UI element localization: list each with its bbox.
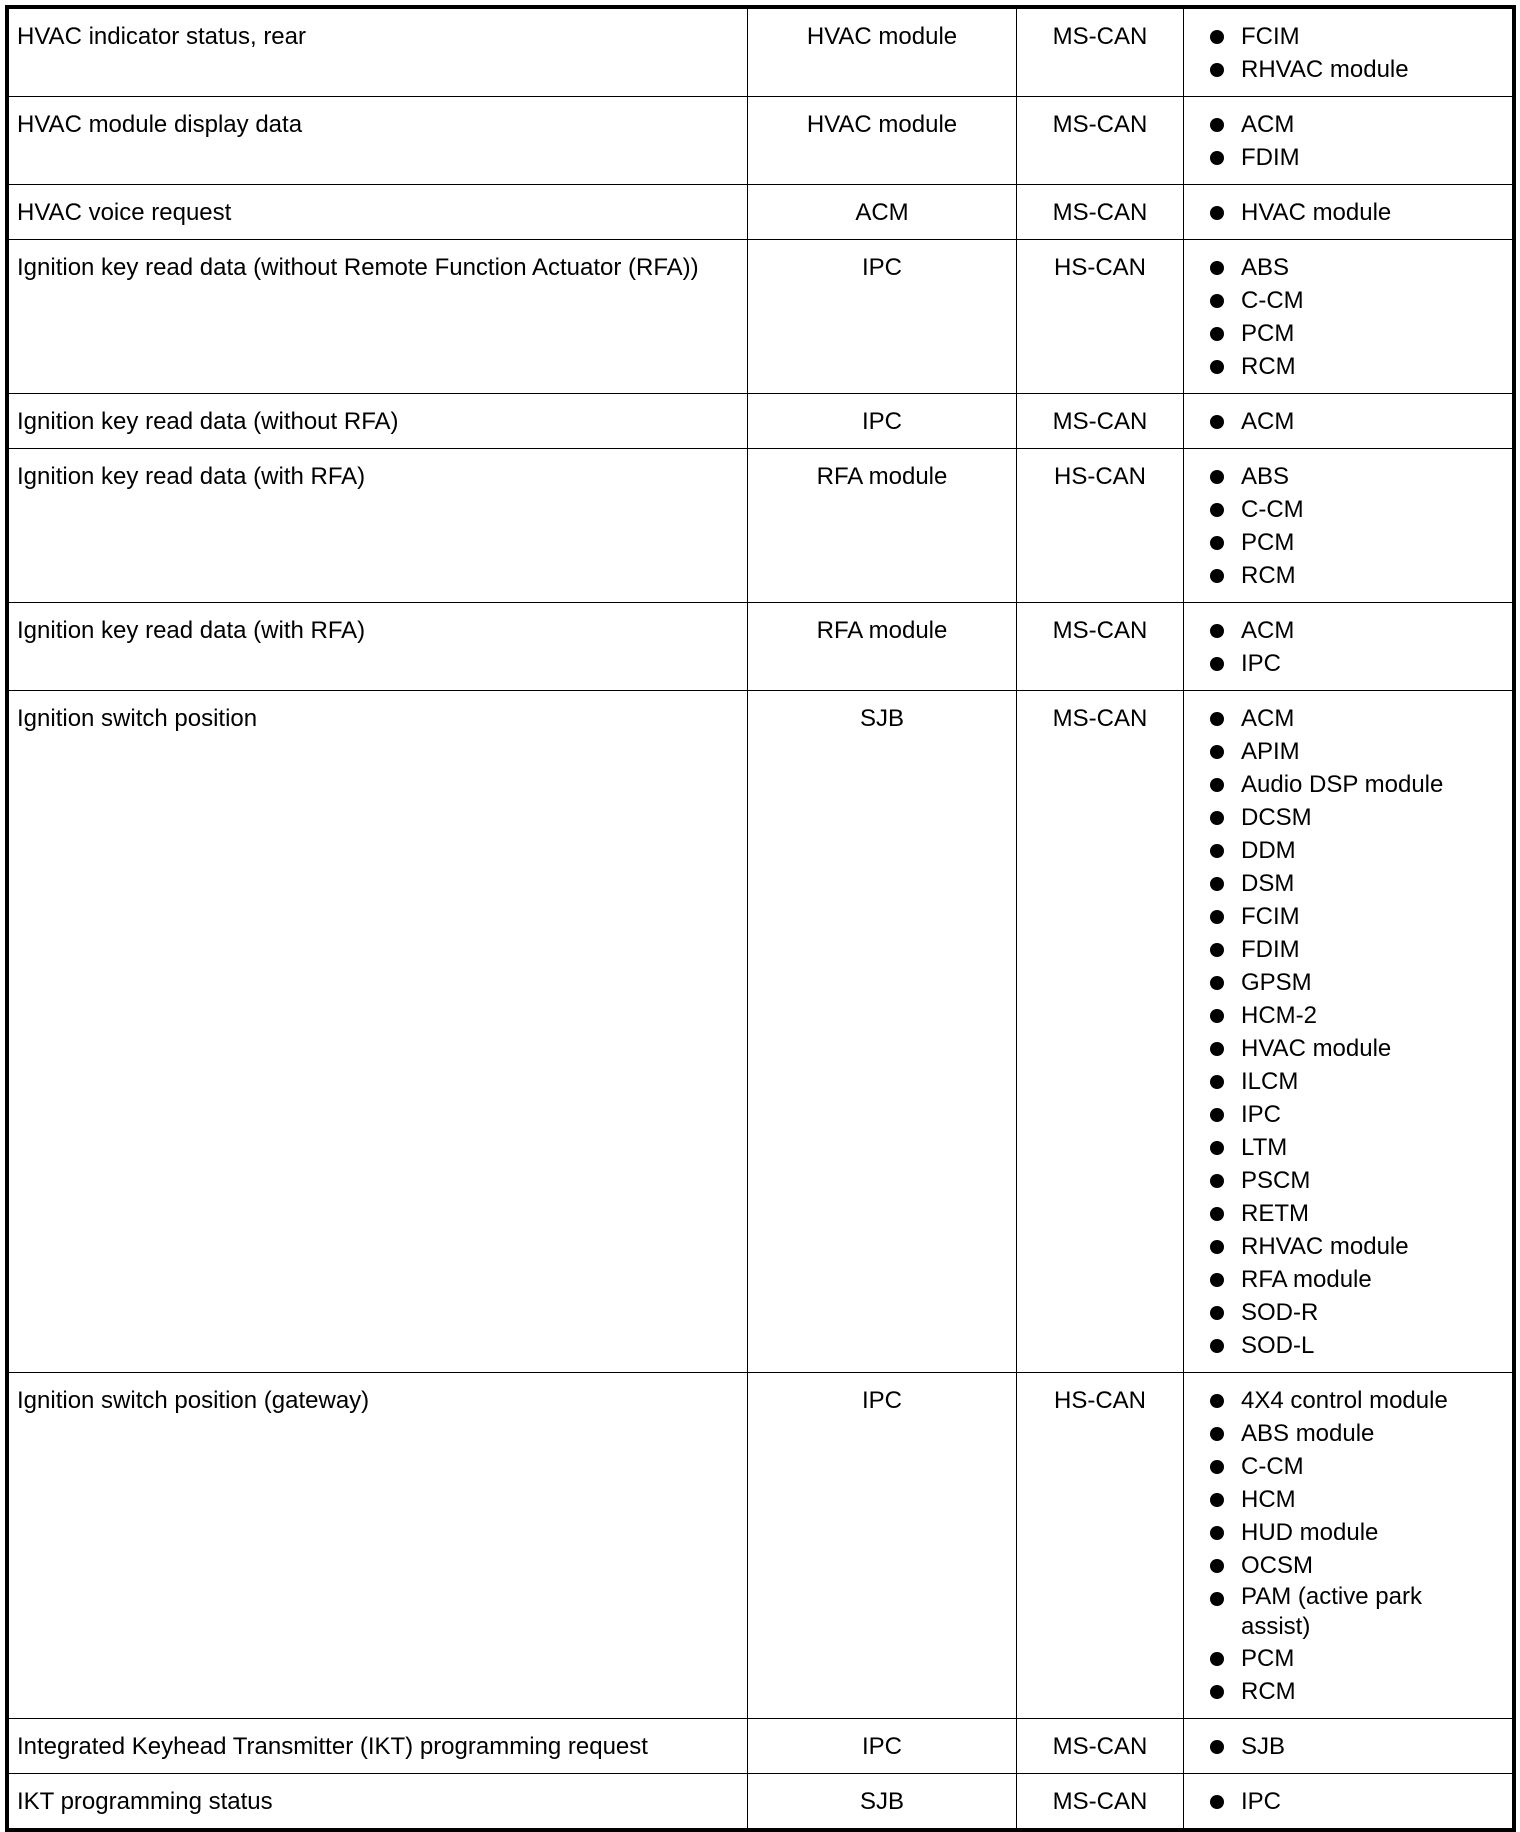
receiver-label: 4X4 control module [1241,1387,1448,1414]
receiver-label: RCM [1241,562,1296,589]
bullet-icon [1210,712,1224,726]
receiver-label: RCM [1241,353,1296,380]
receiver-list [1210,1785,1506,1818]
receiver-list-item [1210,1329,1506,1362]
bullet-icon [1210,415,1224,429]
source-module-cell: HVAC module [748,97,1017,185]
message-cell: Ignition key read data (without RFA) [7,394,748,449]
receiver-label: ILCM [1241,1068,1299,1095]
message-cell: Ignition key read data (with RFA) [7,449,748,603]
bullet-icon [1210,1207,1224,1221]
receiving-modules-cell [1184,1774,1515,1831]
receiver-label: DDM [1241,837,1296,864]
message-cell: IKT programming status [7,1774,748,1831]
network-cell: MS-CAN [1017,1774,1184,1831]
receiver-list-item [1210,614,1506,647]
source-module-cell: IPC [748,1719,1017,1774]
module-communications-table [5,5,1516,1832]
receiver-list-item [1210,1642,1506,1675]
bullet-icon [1210,943,1224,957]
receiver-label: SJB [1241,1733,1286,1760]
receiver-label: RHVAC module [1241,1233,1409,1260]
receiver-label: C-CM [1241,287,1304,314]
bullet-icon [1210,844,1224,858]
receiver-list-item [1210,1549,1506,1582]
bullet-icon [1210,1240,1224,1254]
bullet-icon [1210,778,1224,792]
receiver-label: FCIM [1241,23,1300,50]
table-body [7,7,1514,1830]
receiver-label: PCM [1241,320,1295,347]
bullet-icon [1210,1009,1224,1023]
bullet-icon [1210,261,1224,275]
source-module-cell: RFA module [748,449,1017,603]
receiver-list-item [1210,1516,1506,1549]
receiver-label: HCM [1241,1486,1296,1513]
receiver-label: FDIM [1241,144,1300,171]
receiver-label: PCM [1241,529,1295,556]
receiver-list-item [1210,647,1506,680]
receiver-list-item [1210,1032,1506,1065]
receiver-list-item [1210,1384,1506,1417]
network-cell: HS-CAN [1017,240,1184,394]
receiver-list-item [1210,284,1506,317]
bullet-icon [1210,1042,1224,1056]
receiver-label: Audio DSP module [1241,771,1444,798]
bullet-icon [1210,360,1224,374]
receiver-list-item [1210,1065,1506,1098]
bullet-icon [1210,327,1224,341]
receiver-list-item [1210,350,1506,383]
receiver-label: ABS [1241,254,1290,281]
receiver-label: RHVAC module [1241,56,1409,83]
bullet-icon [1210,976,1224,990]
receiver-list-item [1210,966,1506,999]
receiver-list [1210,405,1506,438]
receiver-label: HVAC module [1241,199,1392,226]
receiver-label: DCSM [1241,804,1312,831]
receiving-modules-cell [1184,449,1515,603]
bullet-icon [1210,536,1224,550]
receiver-list-item [1210,1417,1506,1450]
network-cell: MS-CAN [1017,7,1184,97]
receiving-modules-cell [1184,97,1515,185]
source-module-cell: SJB [748,1774,1017,1831]
receiver-list-item [1210,867,1506,900]
bullet-icon [1210,1141,1224,1155]
receiver-list-item [1210,933,1506,966]
bullet-icon [1210,1075,1224,1089]
network-cell: MS-CAN [1017,185,1184,240]
message-cell: Ignition switch position (gateway) [7,1373,748,1719]
message-cell: Ignition key read data (with RFA) [7,603,748,691]
receiver-label: RETM [1241,1200,1309,1227]
bullet-icon [1210,206,1224,220]
receiver-list-item [1210,526,1506,559]
receiver-label: HUD module [1241,1519,1379,1546]
bullet-icon [1210,624,1224,638]
bullet-icon [1210,910,1224,924]
receiver-list-item [1210,317,1506,350]
table-row [7,97,1514,185]
receiver-list [1210,702,1506,1362]
message-cell: Ignition switch position [7,691,748,1373]
receiver-list-item [1210,900,1506,933]
receiver-label: PAM (active park assist) [1241,1583,1422,1640]
source-module-cell: ACM [748,185,1017,240]
receiving-modules-cell [1184,691,1515,1373]
bullet-icon [1210,118,1224,132]
receiver-label: ACM [1241,617,1295,644]
bullet-icon [1210,151,1224,165]
receiver-label: PSCM [1241,1167,1311,1194]
table-row [7,1719,1514,1774]
source-module-cell: IPC [748,394,1017,449]
source-module-cell: HVAC module [748,7,1017,97]
receiver-list-item [1210,493,1506,526]
receiver-label: DSM [1241,870,1295,897]
network-cell: MS-CAN [1017,603,1184,691]
receiver-list [1210,108,1506,174]
receiver-label: ABS [1241,463,1290,490]
receiver-list-item [1210,108,1506,141]
receiver-list-item [1210,1730,1506,1763]
table-row [7,7,1514,97]
receiver-label: FCIM [1241,903,1300,930]
receiver-list [1210,614,1506,680]
table-row [7,691,1514,1373]
receiving-modules-cell [1184,394,1515,449]
table-row [7,449,1514,603]
receiver-list-item [1210,1582,1506,1642]
receiver-label: ACM [1241,408,1295,435]
receiver-list [1210,1384,1506,1708]
receiver-list-item [1210,1131,1506,1164]
receiver-list-item [1210,1483,1506,1516]
bullet-icon [1210,1652,1224,1666]
receiver-label: SOD-R [1241,1299,1319,1326]
bullet-icon [1210,1460,1224,1474]
table-row [7,394,1514,449]
source-module-cell: IPC [748,240,1017,394]
receiver-list [1210,196,1506,229]
receiver-list-item [1210,251,1506,284]
receiver-label: IPC [1241,650,1282,677]
bullet-icon [1210,294,1224,308]
bullet-icon [1210,1493,1224,1507]
receiver-label: HCM-2 [1241,1002,1317,1029]
source-module-cell: IPC [748,1373,1017,1719]
receiver-list-item [1210,20,1506,53]
table-row [7,1373,1514,1719]
receiver-list-item [1210,999,1506,1032]
message-cell: Ignition key read data (without Remote Function Actuator (RFA)) [7,240,748,394]
network-cell: HS-CAN [1017,449,1184,603]
receiver-label: IPC [1241,1101,1282,1128]
receiver-list-item [1210,405,1506,438]
receiver-label: SOD-L [1241,1332,1315,1359]
bullet-icon [1210,1559,1224,1573]
receiver-list-item [1210,1197,1506,1230]
receiving-modules-cell [1184,603,1515,691]
bullet-icon [1210,1273,1224,1287]
receiver-list-item [1210,801,1506,834]
message-cell: Integrated Keyhead Transmitter (IKT) programming request [7,1719,748,1774]
receiver-label: LTM [1241,1134,1288,1161]
receiver-list-item [1210,1164,1506,1197]
bullet-icon [1210,657,1224,671]
bullet-icon [1210,1740,1224,1754]
receiver-label: C-CM [1241,496,1304,523]
bullet-icon [1210,1108,1224,1122]
receiver-label: RFA module [1241,1266,1372,1293]
receiver-list-item [1210,460,1506,493]
receiver-label: ACM [1241,705,1295,732]
receiver-list-item [1210,1263,1506,1296]
receiver-list-item [1210,53,1506,86]
bullet-icon [1210,569,1224,583]
message-cell: HVAC voice request [7,185,748,240]
receiver-label: C-CM [1241,1453,1304,1480]
table-row [7,240,1514,394]
bullet-icon [1210,1339,1224,1353]
bullet-icon [1210,1174,1224,1188]
table-row [7,185,1514,240]
network-cell: MS-CAN [1017,1719,1184,1774]
bullet-icon [1210,745,1224,759]
source-module-cell: RFA module [748,603,1017,691]
message-cell: HVAC module display data [7,97,748,185]
receiver-label: ACM [1241,111,1295,138]
bullet-icon [1210,30,1224,44]
table-row [7,1774,1514,1831]
receiver-list-item [1210,735,1506,768]
bullet-icon [1210,470,1224,484]
receiver-label: APIM [1241,738,1300,765]
receiver-label: PCM [1241,1645,1295,1672]
network-cell: MS-CAN [1017,691,1184,1373]
receiver-list-item [1210,702,1506,735]
message-cell: HVAC indicator status, rear [7,7,748,97]
receiver-list-item [1210,559,1506,592]
receiver-list [1210,251,1506,383]
source-module-cell: SJB [748,691,1017,1373]
receiver-list-item [1210,1675,1506,1708]
network-cell: MS-CAN [1017,394,1184,449]
bullet-icon [1210,1685,1224,1699]
receiving-modules-cell [1184,1719,1515,1774]
network-cell: HS-CAN [1017,1373,1184,1719]
receiver-list [1210,460,1506,592]
receiving-modules-cell [1184,7,1515,97]
receiver-label: GPSM [1241,969,1312,996]
receiver-list-item [1210,1296,1506,1329]
bullet-icon [1210,503,1224,517]
receiver-list-item [1210,196,1506,229]
network-cell: MS-CAN [1017,97,1184,185]
receiver-label: RCM [1241,1678,1296,1705]
receiver-label: HVAC module [1241,1035,1392,1062]
receiver-list-item [1210,1785,1506,1818]
receiver-label: IPC [1241,1788,1282,1815]
bullet-icon [1210,1394,1224,1408]
bullet-icon [1210,811,1224,825]
receiving-modules-cell [1184,240,1515,394]
bullet-icon [1210,1795,1224,1809]
bullet-icon [1210,1592,1224,1606]
receiving-modules-cell [1184,185,1515,240]
receiver-list-item [1210,834,1506,867]
receiver-list-item [1210,1098,1506,1131]
receiver-label: FDIM [1241,936,1300,963]
table-row [7,603,1514,691]
receiver-label: OCSM [1241,1552,1313,1579]
bullet-icon [1210,1427,1224,1441]
receiver-label: ABS module [1241,1420,1375,1447]
receiver-list-item [1210,768,1506,801]
receiver-list [1210,1730,1506,1763]
receiver-list-item [1210,1230,1506,1263]
receiver-list [1210,20,1506,86]
bullet-icon [1210,1526,1224,1540]
bullet-icon [1210,1306,1224,1320]
receiver-list-item [1210,1450,1506,1483]
bullet-icon [1210,877,1224,891]
receiver-list-item [1210,141,1506,174]
receiving-modules-cell [1184,1373,1515,1719]
bullet-icon [1210,63,1224,77]
